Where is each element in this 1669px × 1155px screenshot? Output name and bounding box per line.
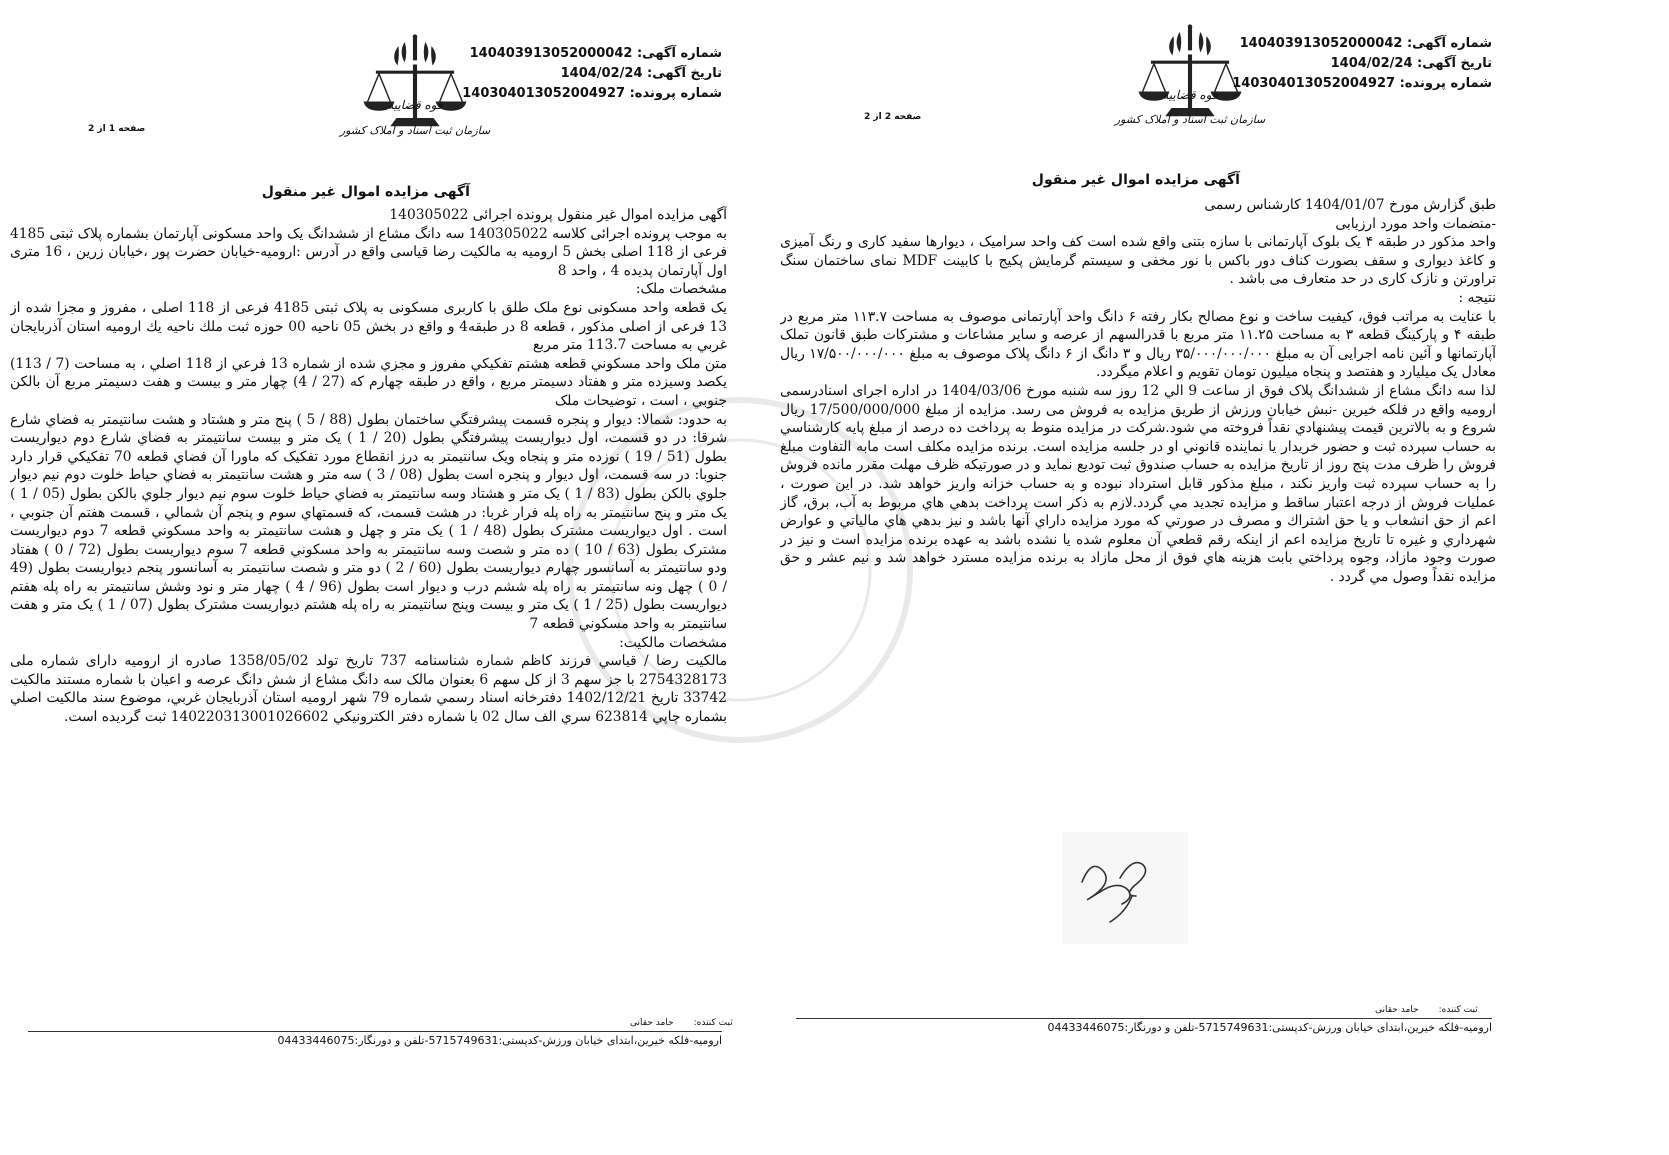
notice-meta — [1232, 34, 1492, 94]
body-paragraph: مالکیت رضا / قیاسي فرزند کاظم شماره شناسنامه 737 تاریخ تولد 1358/05/02 صادره از ارومیه دارای شماره ملی 2754328173 با جز سهم 3 از کل سهم 6 بعنوان مالک سه دانگ مشاع از شش دانگ عرصه و اعیان با شماره مستند مالکیت 33742 تاریخ 1402/12/21 دفترخانه اسناد رسمي شماره 79 شهر اروميه استان آذربايجان غربي، موضوع سند مالکيت اصلي بشماره چاپي 623814 سري الف سال 02 با شماره دفتر الكترونيكي 140220313001026602 ثبت گرديده است. — [10, 653, 727, 726]
notice-number-row — [1239, 34, 1492, 54]
footer-address: ارومیه-فلکه خیرین،ابتدای خیابان ورزش-کدپستی:5715749631-تلفن و دورنگار:04433446075 — [1047, 1021, 1492, 1034]
file-number-row — [1232, 74, 1492, 94]
body-paragraph: واحد مذکور در طبقه ۴ یک بلوک آپارتمانی با سازه بتنی واقع شده است کف واحد سرامیک ، دیوارها سفید کاری و رنگ آمیزی و کاغذ دیواری و سقف بصورت کناف دور باکس با نور مخفی و سیستم گرمایش پکیج با کابینت MDF نمای ساختمان سنگ تراورتن و نازک کاری در حد متعارف می باشد . — [780, 234, 1496, 288]
notice-number: 140403913052000042 — [1239, 36, 1403, 51]
footer-address: ارومیه-فلکه خیرین،ابتدای خیابان ورزش-کدپستی:5715749631-تلفن و دورنگار:04433446075 — [277, 1034, 722, 1047]
handwritten-signature — [1062, 832, 1188, 944]
registrar-label: ثبت کننده: — [693, 1018, 733, 1028]
registrar-label: ثبت کننده: — [1438, 1005, 1478, 1015]
section-heading: -منضمات واحد مورد ارزیابی — [1335, 215, 1496, 232]
org-name-line1: قوه قضاییه — [387, 98, 443, 112]
notice-title: آگهی مزایده اموال غیر منقول — [261, 184, 470, 200]
section-heading: مشخصات ملک: — [635, 281, 727, 298]
notice-number-row — [469, 44, 722, 64]
notice-date-row — [500, 64, 722, 84]
page-number: صفحه 2 از 2 — [864, 112, 922, 122]
notice-date-label: تاریخ آگهی: — [1417, 56, 1492, 71]
notice-body — [780, 196, 1496, 736]
footer-divider — [28, 1031, 722, 1032]
notice-meta — [462, 44, 722, 104]
notice-date: 1404/02/24 — [560, 66, 643, 81]
section-heading: نتیجه : — [1458, 289, 1496, 306]
notice-date-row — [1270, 54, 1492, 74]
registrar — [630, 1018, 733, 1028]
body-paragraph: به حدود: شمالا: ديوار و پنجره قسمت پيشرفتگي ساختمان بطول (88 / 5 ) پنج متر و هشتاد و هشت سانتيمتر به فضاي شارع شرقا: در دو قسمت، اول ديواريست پيشرفتگي بطول (20 / 1 ) يک متر و بيست سانتيمتر به فضاي شارع دوم ديواريست بطول (51 / 19 ) نوزده متر و پنجاه ويک سانتيمتر به درز انقطاع مورد تفکيک كه ماورا آن فضاي قطعه 70 تفکيکي قرار دارد جنوبا: در سه قسمت، اول ديوار و پنجره است بطول (08 / 3 ) سه متر و هشت سانتيمتر به فضاي حياط خلوت دوم نيم ديوار جلوي بالکن بطول (83 / 1 ) يک متر و هشتاد وسه سانتيمتر به فضاي حياط خلوت سوم نيم ديوار جلوي بالکن بطول (05 / 1 ) يک متر و پنج سانتيمتر به راه پله فرار غربا: در هشت قسمت، كه قسمتهاي سوم و پنجم آن شمالي ، قسمت هفتم آن جنوبي ، است . اول ديواريست مشترک بطول (48 / 1 ) يک متر و چهل و هشت سانتيمتر به واحد مسکوني قطعه 7 دوم ديواريست مشترک بطول (63 / 10 ) ده متر و شصت وسه سانتيمتر به واحد مسکوني قطعه 7 سوم ديواريست بطول (72 / 0 ) هفتاد ودو سانتيمتر به آسانسور چهارم ديواريست بطول (60 / 2 ) دو متر و شصت سانتيمتر به آسانسور پنجم ديواريست بطول (49 / 0 ) چهل ونه سانتيمتر به راه پله ششم درب و ديوار است بطول (96 / 4 ) چهار متر و نود وشش سانتيمتر به راه پله هفتم ديواريست بطول (25 / 1 ) يک متر و بيست وپنج سانتيمتر به راه پله هشتم ديواريست مشترک بطول (07 / 1 ) يک متر و هفت سانتيمتر به واحد مسکوني قطعه 7 — [10, 411, 727, 633]
file-number-label: شماره پرونده: — [1399, 76, 1492, 91]
org-name-line1: قوه قضاییه — [1162, 88, 1218, 102]
body-paragraph: طبق گزارش مورخ 1404/01/07 کارشناس رسمی — [1204, 197, 1496, 213]
notice-date-label: تاریخ آگهی: — [647, 66, 722, 81]
body-paragraph: با عنایت به مراتب فوق، کیفیت ساخت و نوع مصالح بکار رفته ۶ دانگ واحد آپارتمانی موصوف به مساحت ۱۱۳.۷ متر مربع در طبقه ۴ و پارکینگ قطعه ۳ به مساحت ۱۱.۲۵ متر مربع با قدرالسهم از عرصه و سایر مشاعات و مشترکات طبق قانون تملک آپارتمانها و آئین نامه اجرایی آن به مبلغ ۳۵/۰۰۰/۰۰۰/۰۰۰ ریال و ۳ دانگ از ۶ دانگ پلاک موصوف به مبلغ ۱۷/۵۰۰/۰۰۰/۰۰۰ ریال معادل یک میلیارد و هفتصد و پنجاه میلیون تومان تقویم و اعلام میگردد. — [780, 308, 1496, 381]
section-heading: مشخصات مالکیت: — [619, 634, 727, 651]
body-paragraph: به موجب پرونده اجرائی کلاسه 140305022 سه دانگ مشاع از ششدانگ یک واحد مسکونی آپارتمان بشماره پلاک ثبتی 4185 فرعی از 118 اصلی بخش 5 ارومیه به مالکیت رضا قیاسی واقع در آدرس :ارومیه-خیابان حضرت پور ،خیابان زرین ، 16 متری اول آپارتمان پدیده 4 ، واحد 8 — [10, 225, 727, 279]
registrar-name: حامد حقانی — [1375, 1005, 1419, 1015]
org-name-line2: سازمان ثبت اسناد و املاک کشور — [339, 124, 491, 137]
registrar-name: حامد حقانی — [630, 1018, 674, 1028]
notice-number-label: شماره آگهی: — [636, 46, 722, 61]
body-paragraph: یک قطعه واحد مسکونی نوع ملک طلق با کاربری مسکونی به پلاک ثبتی 4185 فرعی از 118 اصلی ، مفروز و مجزا شده از 13 فرعی از اصلی مذکور ، قطعه 8 در طبقه4 و واقع در بخش 05 ناحیه 00 حوزه ثبت ملك ناحیه يك اروميه استان آذربایجان غربي به مساحت 113.7 متر مربع — [10, 299, 727, 354]
registrar — [1375, 1005, 1478, 1015]
notice-page-1 — [0, 0, 790, 1155]
file-number: 140304013052004927 — [462, 86, 626, 101]
body-paragraph: آگهی مزایده اموال غیر منقول پرونده اجرائی 140305022 — [389, 207, 727, 223]
file-number-label: شماره پرونده: — [629, 86, 722, 101]
file-number: 140304013052004927 — [1232, 76, 1396, 91]
notice-number-label: شماره آگهی: — [1406, 36, 1492, 51]
footer-divider — [796, 1018, 1492, 1019]
notice-page-2 — [780, 0, 1669, 1155]
org-name-line2: سازمان ثبت اسناد و املاک کشور — [1114, 113, 1266, 126]
body-paragraph: متن ملک واحد مسکوني قطعه هشتم تفکيکي مفروز و مجزي شده از شماره 13 فرعي از 118 اصلي ، به مساحت (7 / 113) يکصد وسيزده متر و هفتاد دسيمتر مربع ، واقع در طبقه چهارم که (27 / 4) چهار متر و بيست و هفت دسيمتر مربع آن بالکن جنوبي ، است ، توضيحات ملک — [10, 355, 727, 409]
page-number: صفحه 1 از 2 — [88, 124, 146, 134]
body-paragraph: لذا سه دانگ مشاع از ششدانگ پلاک فوق از ساعت 9 الي 12 روز سه شنبه مورخ 1404/03/06 در اداره اجرای اسنادرسمی ارومیه واقع در فلکه خیرین -نبش خیابان ورزش از طریق مزایده به فروش می رسد. مزایده از مبلغ 17/500/000/000 ریال شروع و به بالاترین قیمت پیشنهادي نقداً فروخته مي شود.شرکت در مزايده منوط به پرداخت ده درصد از مبلغ پايه كارشناسي به حساب سپرده ثبت و حضور خريدار يا نماينده قانوني او در جلسه مزايده است. برنده مزايده مكلف است مابه التفاوت مبلغ فروش را ظرف مدت پنج روز از تاريخ مزايده به حساب صندوق ثبت توديع نمايد و در صورتيكه ظرف مهلت مقرر مانده فروش را به حساب سپرده ثبت واريز نكند ، مبلغ مذكور قابل استرداد نبوده و به حساب خزانه واريز خواهد شد. در اين صورت ، عمليات فروش از درجه اعتبار ساقط و مزايده تجديد مي گردد.لازم به ذكر است پرداخت بدهي هاي مربوط به آب، برق، گاز اعم از حق انشعاب و يا حق اشتراك و مصرف در صورتي كه مورد مزايده داراي آنها باشد و نيز بدهي هاي مالياتي و عوارض شهرداري و غيره تا تاريخ مزايده اعم از اينكه رقم قطعي آن معلوم شده يا نشده باشد به عهده برنده مزايده است و نيز در صورت وجود مازاد، وجوه پرداختي بابت هزينه هاي فوق از محل مازاد به برنده مزايده مسترد خواهد شد و نيم عشر و حق مزايده نقداً وصول مي گردد . — [780, 382, 1496, 585]
file-number-row — [462, 84, 722, 104]
notice-date: 1404/02/24 — [1330, 56, 1413, 71]
notice-number: 140403913052000042 — [469, 46, 633, 61]
notice-title: آگهی مزایده اموال غیر منقول — [1031, 172, 1240, 188]
notice-body — [10, 206, 727, 918]
